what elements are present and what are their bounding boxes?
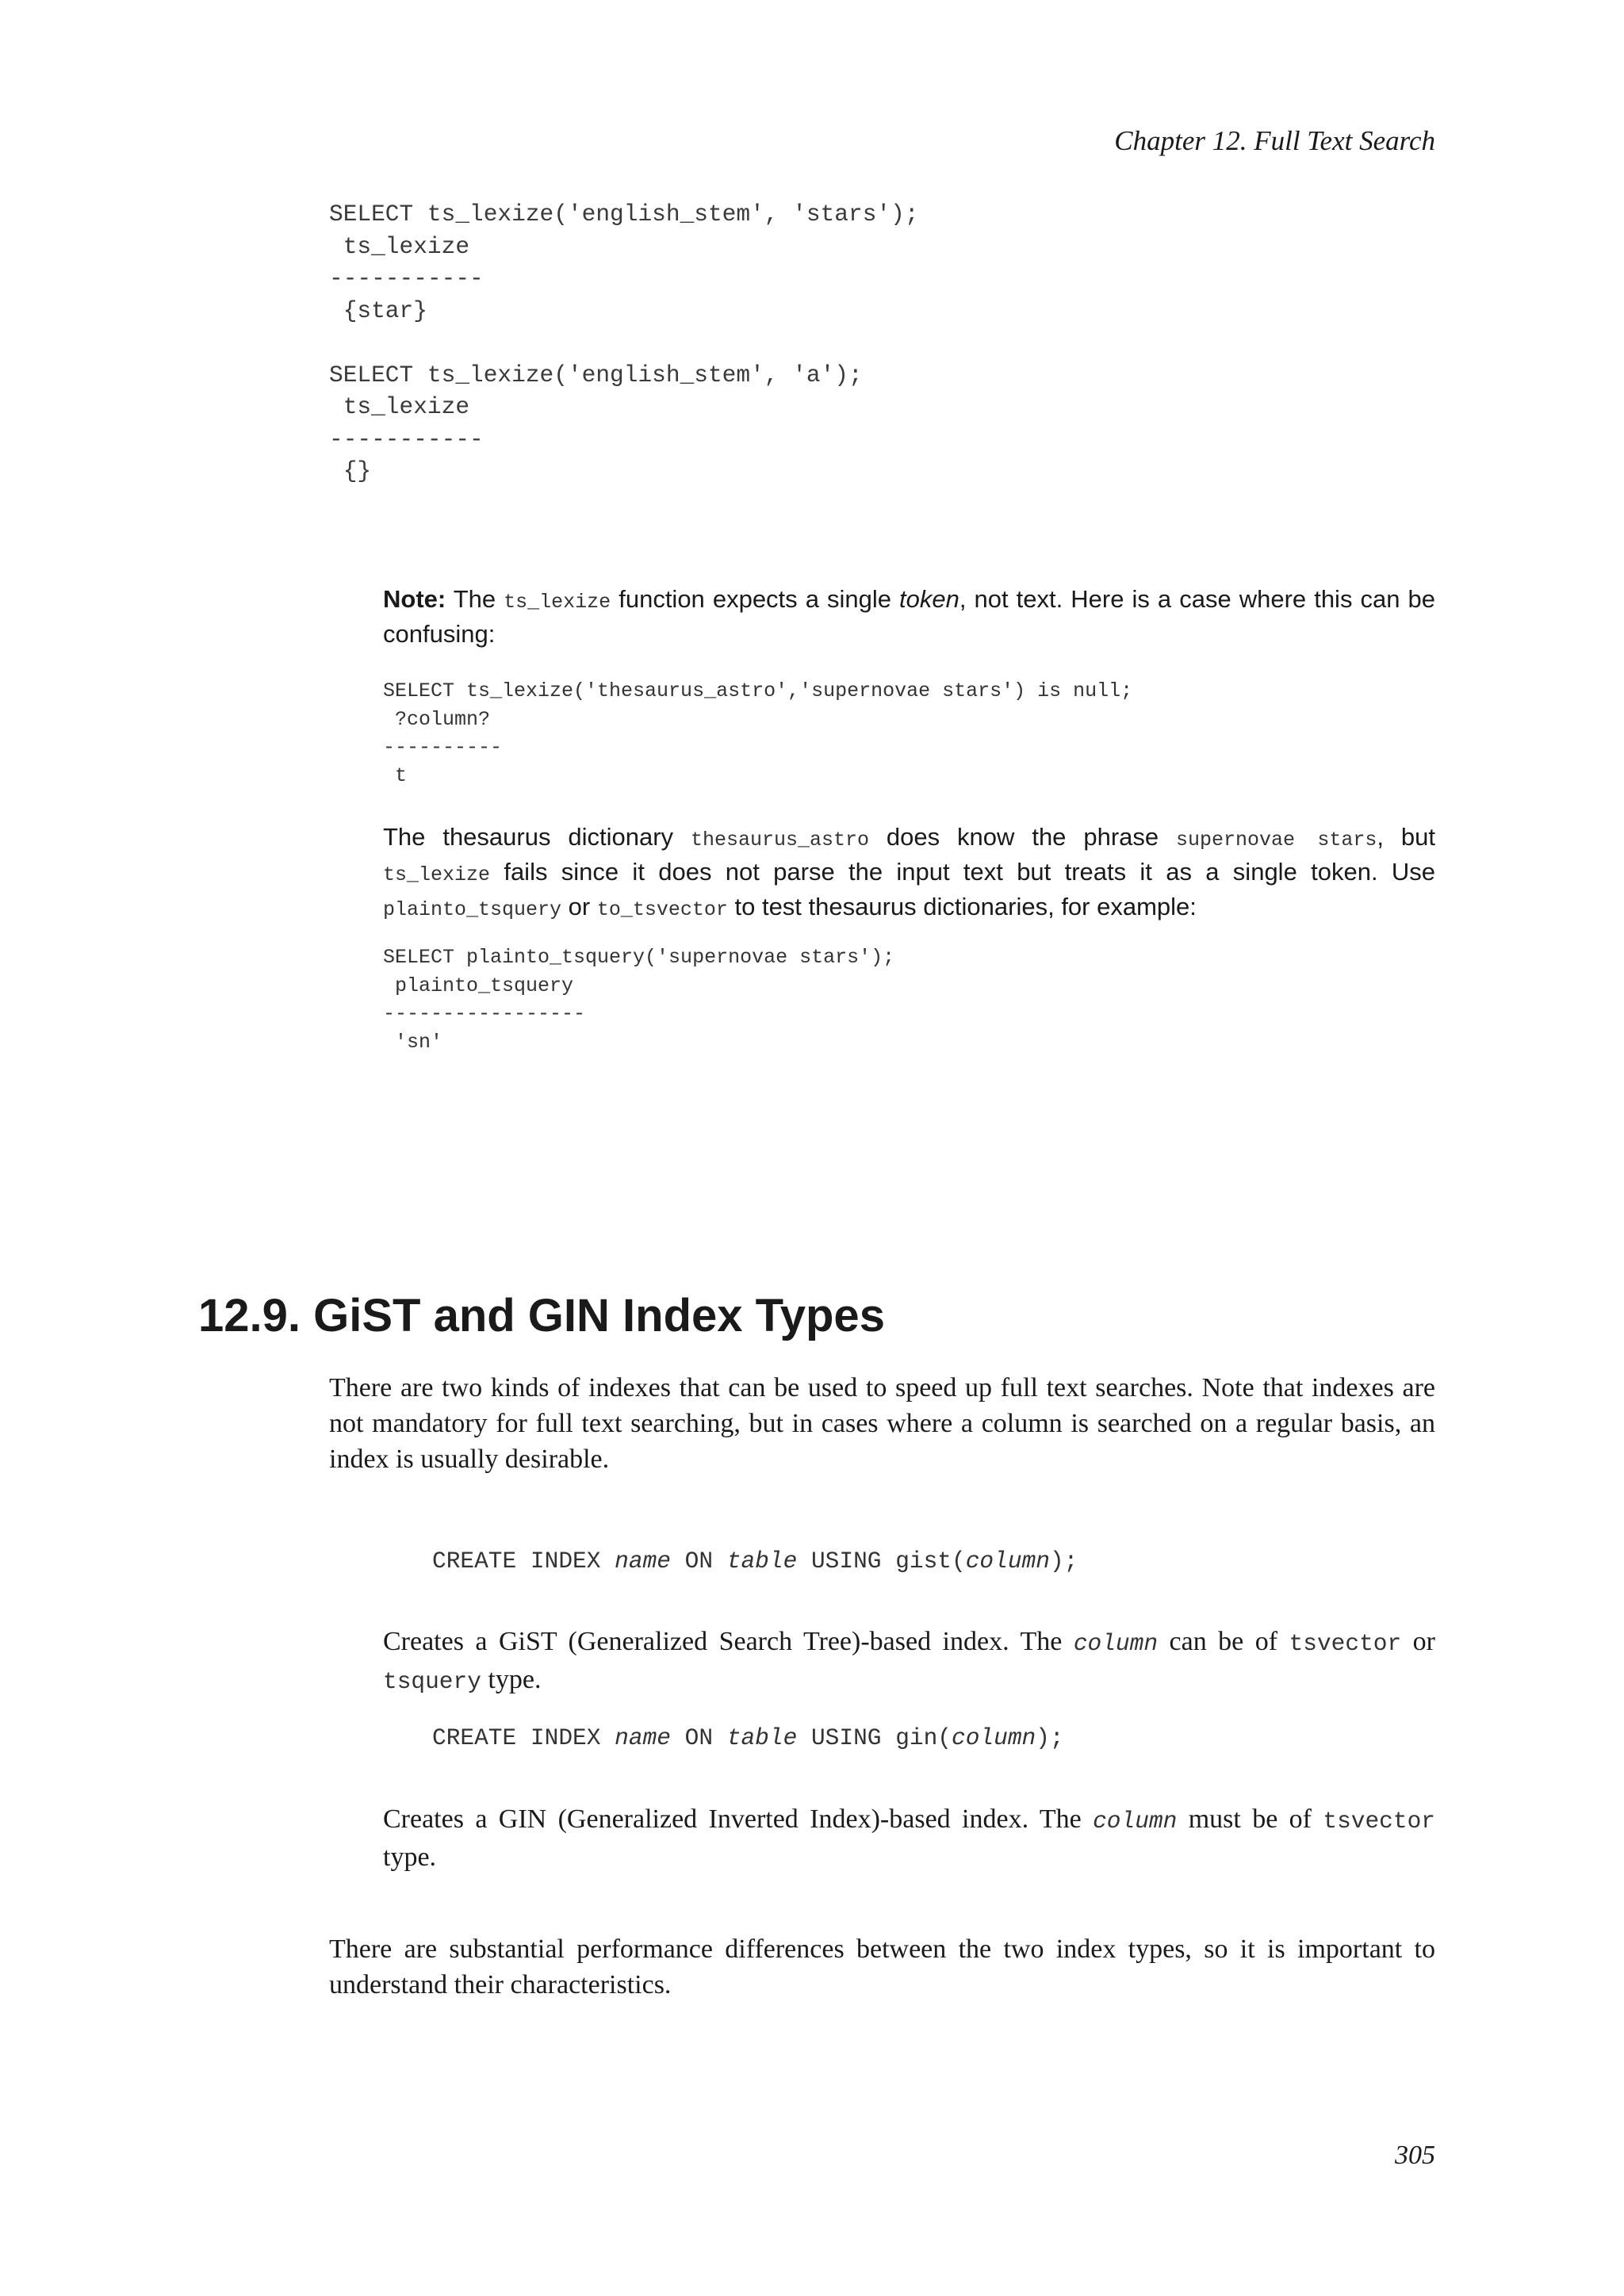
inline-code: thesaurus_astro [690,828,870,851]
section-heading: 12.9. GiST and GIN Index Types [198,1290,885,1341]
note-code-block-2: SELECT plainto_tsquery('supernovae stars'); plainto_tsquery ----------------- 'sn' [383,946,895,1054]
note-paragraph: Note: The ts_lexize function expects a single token, not text. Here is a case where this can be confusing: [383,585,1435,648]
inline-code: ts_lexize [383,863,491,886]
inline-code: to_tsvector [596,898,728,921]
note-box [383,584,1435,650]
note-code-block-1: SELECT ts_lexize('thesaurus_astro','supernovae stars') is null; ?column? ---------- t [383,679,1133,787]
running-header: Chapter 12. Full Text Search [1114,125,1435,156]
gist-description: Creates a GiST (Generalized Search Tree)-based index. The column can be of tsvector or tsquery type. [383,1627,1435,1695]
gin-synopsis: CREATE INDEX name ON table USING gin(column); [432,1724,1064,1751]
inline-code: ts_lexize [504,591,611,614]
page-number: 305 [1395,2141,1435,2170]
note-label: Note: [383,585,446,613]
section-intro-paragraph: There are two kinds of indexes that can be used to speed up full text searches. Note that indexes are not mandatory for full text searching, but in cases where a column is searched on a regular basis, an index is usually desirable. [329,1373,1435,1474]
gin-description: Creates a GIN (Generalized Inverted Index)-based index. The column must be of tsvector type. [383,1804,1435,1872]
inline-code: supernovae stars [1176,828,1377,851]
emphasis: token [899,585,959,613]
gist-synopsis: CREATE INDEX name ON table USING gist(column); [432,1548,1078,1575]
code-block-ts-lexize: SELECT ts_lexize('english_stem', 'stars'); ts_lexize ----------- {star} SELECT ts_lexize('english_stem', 'a'); ts_lexize ----------- {} [329,201,919,484]
inline-code: plainto_tsquery [383,898,562,921]
performance-paragraph: There are substantial performance differences between the two index types, so it is important to understand their characteristics. [329,1934,1435,1999]
note-paragraph-2: The thesaurus dictionary thesaurus_astro does know the phrase supernovae stars, but ts_lexize fails since it does not parse the input text but treats it as a single token. Use plainto_tsquery or to_tsvector to test thesaurus dictionaries, for example: [383,823,1435,921]
